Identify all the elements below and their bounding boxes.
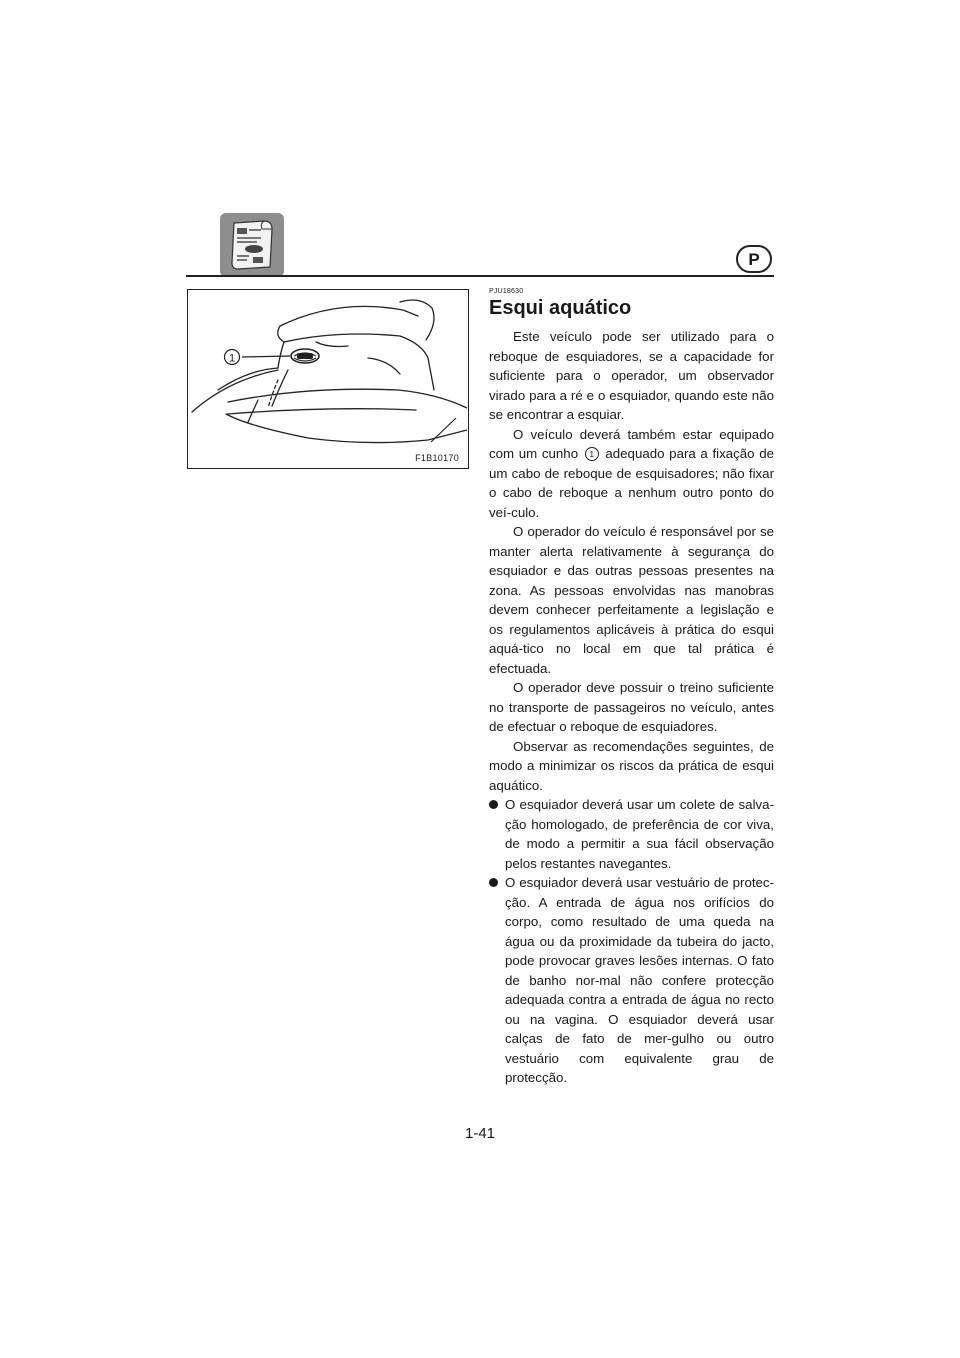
manual-book-icon (220, 213, 284, 277)
paragraph: Observar as recomendações seguintes, de modo a minimizar os riscos da prática de esqui aquático. (489, 738, 774, 793)
paragraph: O veículo deverá também estar equipado com um cunho 1 adequado para a fixação de um cabo de reboque de esquisadores; não fixar o cabo de reboque a nenhum outro ponto do veí-culo. (489, 426, 774, 520)
page-number: 1-41 (464, 1125, 496, 1142)
paragraph: O operador deve possuir o treino suficiente no transporte de passageiros no veículo, antes de efectuar o reboque de esquiadores. (489, 680, 774, 734)
paragraph: Este veículo pode ser utilizado para o reboque de esquiadores, se a capacidade for suficiente para o operador, um observador virado para a ré e o esquiador, quando este não se encontrar a esquiar. (489, 329, 774, 422)
figure-slash-mark (431, 418, 456, 442)
seat-tow-hook-figure (187, 289, 469, 469)
list-item: O esquiador deverá usar um colete de salva-ção homologado, de preferência de cor viva, de modo a permitir a sua fácil observação pelos restantes navegantes. (489, 795, 774, 873)
callout-leader-line (242, 356, 290, 357)
watercraft-seat-illustration (188, 290, 467, 467)
bullet-dot-icon (489, 878, 498, 887)
callout-ref: 1 (585, 447, 599, 461)
bullet-list (489, 795, 774, 1088)
header-rule (186, 275, 774, 277)
paragraph: O operador do veículo é responsável por se manter alerta relativamente à segurança do esquiador e das outras pessoas presentes na zona. As pessoas envolvidas nas manobras devem conhecer perfeitamente a legislação e os regulamentos aplicáveis à prática do esqui aquá-tico no local em que tal prática é efectuada. (489, 524, 774, 676)
language-badge: P (736, 245, 772, 273)
section-title: Esqui aquático (489, 297, 632, 319)
list-item: O esquiador deverá usar vestuário de protec-ção. A entrada de água nos orifícios do corpo, como resultado de uma queda na água ou da proximidade da tubeira do jacto, pode provocar graves lesões internas. O fato de banho nor-mal não confere protecção adequada contra a entrada de água no recto ou na vagina. O esquiador deverá usar calças de fato de mer-gulho ou outro vestuário com equivalente grau de protecção. (489, 873, 774, 1088)
section-doc-code: PJU18630 (489, 288, 524, 295)
section-content (489, 288, 774, 1088)
callout-label: 1 (228, 352, 236, 365)
figure-code: F1B10170 (415, 453, 459, 463)
bullet-dot-icon (489, 800, 498, 809)
